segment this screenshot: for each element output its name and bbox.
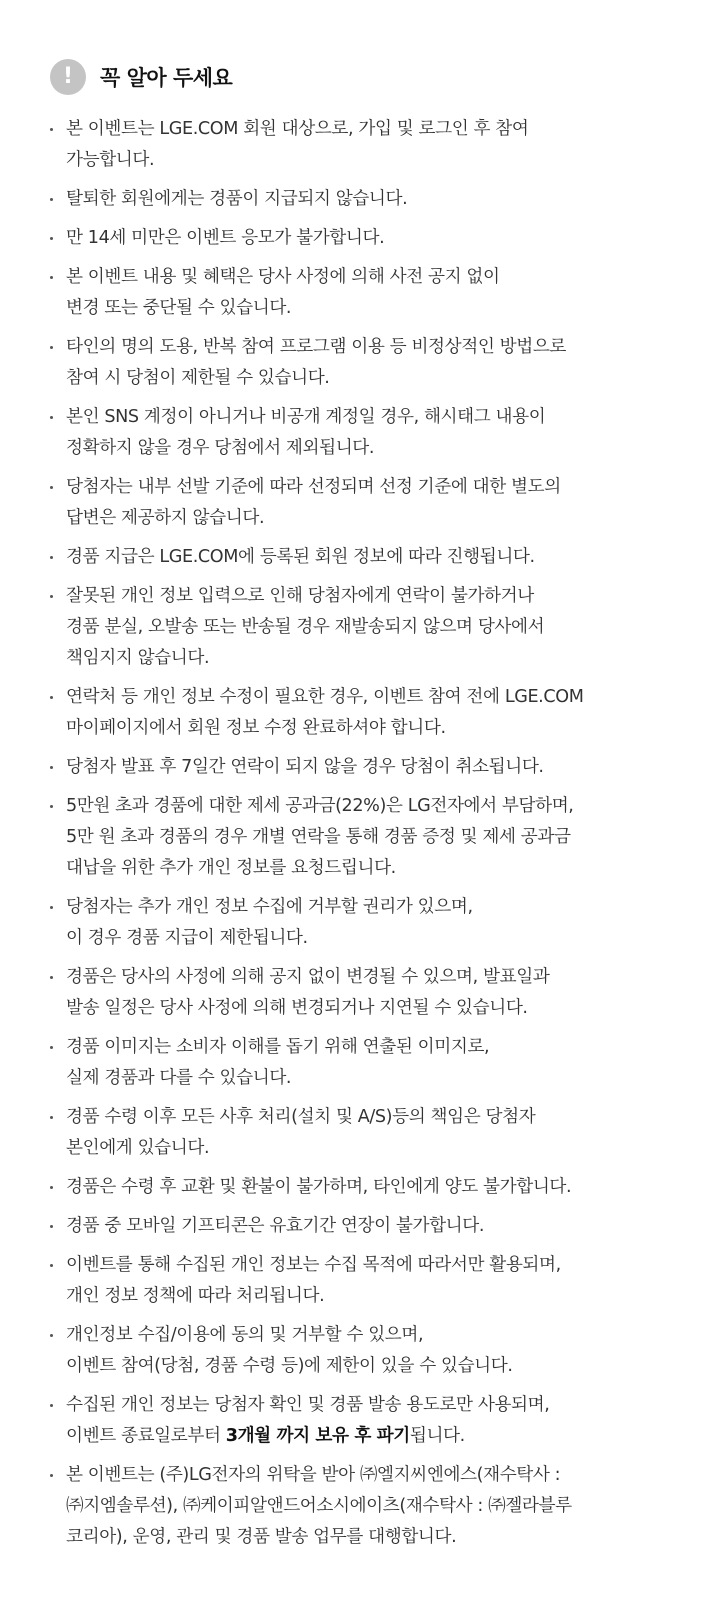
- notice-item-line: 경품은 수령 후 교환 및 환불이 불가하며, 타인에게 양도 불가합니다.: [66, 1177, 572, 1197]
- notice-item-line: 정확하지 않을 경우 당첨에서 제외됩니다.: [66, 438, 375, 458]
- notice-item: [50, 791, 680, 884]
- notice-item-line: ㈜지엠솔루션), ㈜케이피알앤드어소시에이츠(재수탁사 : ㈜젤라블루: [66, 1496, 572, 1516]
- notice-item-line: 당첨자 발표 후 7일간 연락이 되지 않을 경우 당첨이 취소됩니다.: [66, 757, 544, 777]
- notice-item: [50, 114, 680, 176]
- notice-item-line: 개인정보 수집/이용에 동의 및 거부할 수 있으며,: [66, 1325, 424, 1345]
- notice-item-line: 연락처 등 개인 정보 수정이 필요한 경우, 이벤트 참여 전에 LGE.COM: [66, 687, 584, 707]
- notice-item: [50, 1390, 680, 1452]
- notice-item: [50, 184, 680, 215]
- notice-list: [50, 114, 680, 1553]
- notice-item: [50, 542, 680, 573]
- notice-item: [50, 682, 680, 744]
- notice-item: [50, 752, 680, 783]
- alert-icon: [50, 59, 86, 95]
- notice-item: [50, 1032, 680, 1094]
- notice-item-line: 당첨자는 추가 개인 정보 수집에 거부할 권리가 있으며,: [66, 897, 473, 917]
- notice-item-line: 가능합니다.: [66, 150, 155, 170]
- notice-item-line: 본 이벤트 내용 및 혜택은 당사 사정에 의해 사전 공지 없이: [66, 267, 500, 287]
- notice-item-line: 탈퇴한 회원에게는 경품이 지급되지 않습니다.: [66, 189, 408, 209]
- notice-item-line: 경품 지급은 LGE.COM에 등록된 회원 정보에 따라 진행됩니다.: [66, 547, 535, 567]
- notice-item-line: 잘못된 개인 정보 입력으로 인해 당첨자에게 연락이 불가하거나: [66, 586, 534, 606]
- notice-item: [50, 1102, 680, 1164]
- notice-item: [50, 962, 680, 1024]
- notice-item-line: 경품 분실, 오발송 또는 반송될 경우 재발송되지 않으며 당사에서: [66, 617, 545, 637]
- alert-icon-glyph: !: [62, 64, 74, 89]
- notice-item-line: 경품 이미지는 소비자 이해를 돕기 위해 연출된 이미지로,: [66, 1037, 490, 1057]
- notice-item-line: 수집된 개인 정보는 당첨자 확인 및 경품 발송 용도로만 사용되며,: [66, 1395, 550, 1415]
- notice-item-line: 본 이벤트는 LGE.COM 회원 대상으로, 가입 및 로그인 후 참여: [66, 119, 529, 139]
- retention-emphasis: 3개월 까지 보유 후 파기: [225, 1426, 410, 1446]
- notice-item: [50, 892, 680, 954]
- notice-item-line: 본인 SNS 계정이 아니거나 비공개 계정일 경우, 해시태그 내용이: [66, 407, 546, 427]
- notice-item-line: 경품은 당사의 사정에 의해 공지 없이 변경될 수 있으며, 발표일과: [66, 967, 550, 987]
- notice-item-line: 참여 시 당첨이 제한될 수 있습니다.: [66, 368, 330, 388]
- retention-prefix: 이벤트 종료일로부터: [66, 1426, 226, 1446]
- notice-item-line: 이벤트 참여(당첨, 경품 수령 등)에 제한이 있을 수 있습니다.: [66, 1356, 513, 1376]
- notice-item-line: 책임지지 않습니다.: [66, 648, 210, 668]
- notice-item: [50, 332, 680, 394]
- notice-item-line: [66, 1421, 680, 1452]
- notice-item: [50, 262, 680, 324]
- notice-item-line: 실제 경품과 다를 수 있습니다.: [66, 1068, 292, 1088]
- retention-suffix: 됩니다.: [409, 1426, 465, 1446]
- notice-item-line: 개인 정보 정책에 따라 처리됩니다.: [66, 1286, 325, 1306]
- notice-item-line: 본인에게 있습니다.: [66, 1138, 210, 1158]
- notice-item: [50, 581, 680, 674]
- notice-item: [50, 1460, 680, 1553]
- notice-item: [50, 402, 680, 464]
- notice-item-line: 대납을 위한 추가 개인 정보를 요청드립니다.: [66, 858, 396, 878]
- notice-item-line: 코리아), 운영, 관리 및 경품 발송 업무를 대행합니다.: [66, 1527, 457, 1547]
- notice-item-line: 경품 중 모바일 기프티콘은 유효기간 연장이 불가합니다.: [66, 1216, 485, 1236]
- notice-item-line: 마이페이지에서 회원 정보 수정 완료하셔야 합니다.: [66, 718, 446, 738]
- notice-item-line: 답변은 제공하지 않습니다.: [66, 508, 265, 528]
- notice-header: [50, 58, 680, 96]
- notice-item: [50, 223, 680, 254]
- notice-item-line: 당첨자는 내부 선발 기준에 따라 선정되며 선정 기준에 대한 별도의: [66, 477, 561, 497]
- notice-item-line: 변경 또는 중단될 수 있습니다.: [66, 298, 292, 318]
- notice-item: [50, 1250, 680, 1312]
- notice-item-line: 발송 일정은 당사 사정에 의해 변경되거나 지연될 수 있습니다.: [66, 998, 528, 1018]
- notice-item-line: 본 이벤트는 (주)LG전자의 위탁을 받아 ㈜엘지씨엔에스(재수탁사 :: [66, 1465, 561, 1485]
- notice-item-line: 경품 수령 이후 모든 사후 처리(설치 및 A/S)등의 책임은 당첨자: [66, 1107, 536, 1127]
- notice-item: [50, 1172, 680, 1203]
- notice-item: [50, 1211, 680, 1242]
- notice-item: [50, 472, 680, 534]
- notice-title: 꼭 알아 두세요: [100, 66, 233, 90]
- notice-item: [50, 1320, 680, 1382]
- notice-item-line: 이벤트를 통해 수집된 개인 정보는 수집 목적에 따라서만 활용되며,: [66, 1255, 561, 1275]
- notice-item-line: 만 14세 미만은 이벤트 응모가 불가합니다.: [66, 228, 385, 248]
- notice-item-line: 타인의 명의 도용, 반복 참여 프로그램 이용 등 비정상적인 방법으로: [66, 337, 567, 357]
- notice-item-line: 5만원 초과 경품에 대한 제세 공과금(22%)은 LG전자에서 부담하며,: [66, 796, 574, 816]
- notice-item-line: 5만 원 초과 경품의 경우 개별 연락을 통해 경품 증정 및 제세 공과금: [66, 827, 571, 847]
- notice-item-line: 이 경우 경품 지급이 제한됩니다.: [66, 928, 308, 948]
